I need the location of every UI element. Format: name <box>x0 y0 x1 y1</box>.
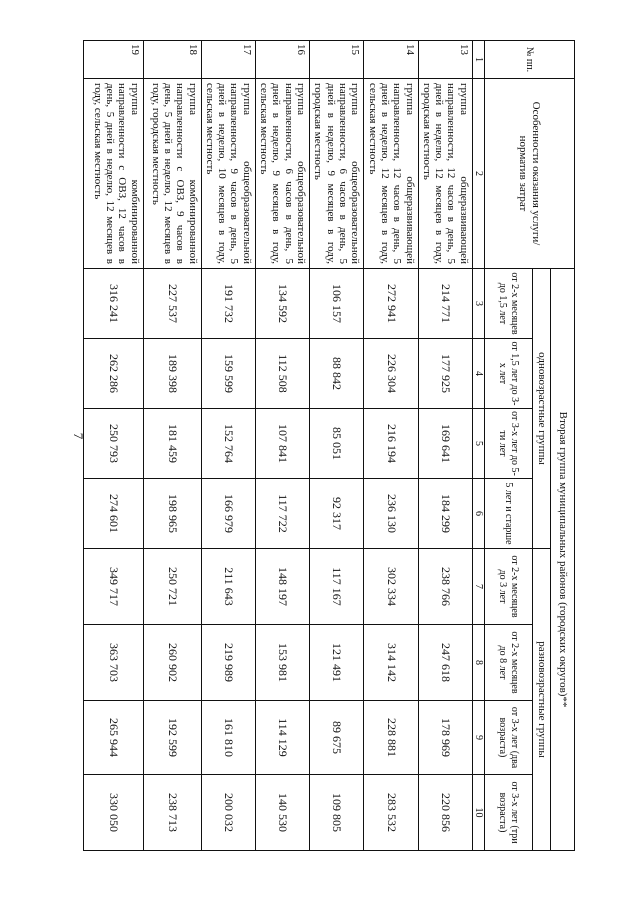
rotated-table-container <box>91 40 575 850</box>
row-number: 14 <box>364 41 418 79</box>
value-cell: 216 194 <box>364 409 418 479</box>
row-number: 17 <box>201 41 255 79</box>
row-description: группа общеразвивающей направленности, 12 часов в день, 5 дней в неделю, 12 месяцев в году, городская местность <box>418 79 472 269</box>
value-cell: 106 157 <box>310 269 364 339</box>
row-description: группа комбинированной направленности с ОВЗ, 12 часов в день, 5 дней в неделю, 12 месяцев в году, сельская местность <box>83 79 143 269</box>
cost-norms-table <box>83 40 575 851</box>
column-number: 10 <box>472 775 484 851</box>
column-number: 4 <box>472 339 484 409</box>
header-feature: Особенности оказания услуги/норматив затрат <box>485 79 575 269</box>
value-cell: 153 981 <box>255 625 309 701</box>
row-number: 16 <box>255 41 309 79</box>
row-description: группа общеобразовательной направленности, 6 часов в день, 5 дней в неделю, 9 месяцев в году, городская местность <box>310 79 364 269</box>
header-col: от 3-х лет (два возраста) <box>485 701 533 775</box>
table-row <box>364 41 418 851</box>
value-cell: 274 601 <box>83 479 143 549</box>
value-cell: 211 643 <box>201 549 255 625</box>
value-cell: 236 130 <box>364 479 418 549</box>
row-description: группа общеразвивающей направленности, 12 часов в день, 5 дней в неделю, 12 месяцев в году, сельская местность <box>364 79 418 269</box>
value-cell: 260 902 <box>143 625 201 701</box>
value-cell: 349 717 <box>83 549 143 625</box>
row-number: 19 <box>83 41 143 79</box>
value-cell: 88 842 <box>310 339 364 409</box>
value-cell: 238 713 <box>143 775 201 851</box>
column-number: 2 <box>472 79 484 269</box>
value-cell: 250 793 <box>83 409 143 479</box>
value-cell: 152 764 <box>201 409 255 479</box>
column-number: 5 <box>472 409 484 479</box>
header-col: от 3-х лет до 5-ти лет <box>485 409 533 479</box>
column-number: 7 <box>472 549 484 625</box>
header-single-age: одновозрастные группы <box>533 269 551 549</box>
value-cell: 177 925 <box>418 339 472 409</box>
value-cell: 184 299 <box>418 479 472 549</box>
header-multi-age: разновозрастные группы <box>533 549 551 851</box>
value-cell: 198 965 <box>143 479 201 549</box>
value-cell: 238 766 <box>418 549 472 625</box>
value-cell: 316 241 <box>83 269 143 339</box>
value-cell: 148 197 <box>255 549 309 625</box>
value-cell: 117 167 <box>310 549 364 625</box>
value-cell: 302 334 <box>364 549 418 625</box>
value-cell: 121 491 <box>310 625 364 701</box>
row-description: группа комбинированной направленности с ОВЗ, 9 часов в день, 5 дней в неделю, 12 месяцев в году, городская местность <box>143 79 201 269</box>
value-cell: 228 881 <box>364 701 418 775</box>
row-number: 15 <box>310 41 364 79</box>
value-cell: 227 537 <box>143 269 201 339</box>
value-cell: 314 142 <box>364 625 418 701</box>
header-col: от 2-х месяцев до 3 лет <box>485 549 533 625</box>
value-cell: 192 599 <box>143 701 201 775</box>
value-cell: 114 129 <box>255 701 309 775</box>
column-number: 1 <box>472 41 484 79</box>
column-number: 9 <box>472 701 484 775</box>
value-cell: 283 532 <box>364 775 418 851</box>
column-number: 6 <box>472 479 484 549</box>
value-cell: 262 286 <box>83 339 143 409</box>
value-cell: 330 050 <box>83 775 143 851</box>
row-description: группа общеобразовательной направленности, 6 часов в день, 5 дней в неделю, 9 месяцев в году, сельская местность <box>255 79 309 269</box>
table-row <box>83 41 143 851</box>
value-cell: 178 969 <box>418 701 472 775</box>
value-cell: 250 721 <box>143 549 201 625</box>
value-cell: 219 989 <box>201 625 255 701</box>
header-col: от 1,5 лет до 3-х лет <box>485 339 533 409</box>
table-row <box>255 41 309 851</box>
value-cell: 109 805 <box>310 775 364 851</box>
header-col: от 2-х месяцев до 1,5 лет <box>485 269 533 339</box>
table-row <box>143 41 201 851</box>
value-cell: 200 032 <box>201 775 255 851</box>
table-row <box>418 41 472 851</box>
value-cell: 272 941 <box>364 269 418 339</box>
value-cell: 191 732 <box>201 269 255 339</box>
value-cell: 107 841 <box>255 409 309 479</box>
header-col: от 3-х лет (три возраста) <box>485 775 533 851</box>
value-cell: 265 944 <box>83 701 143 775</box>
value-cell: 169 641 <box>418 409 472 479</box>
column-number: 3 <box>472 269 484 339</box>
row-number: 13 <box>418 41 472 79</box>
value-cell: 166 979 <box>201 479 255 549</box>
header-number: № пп. <box>485 41 575 79</box>
value-cell: 92 317 <box>310 479 364 549</box>
value-cell: 220 856 <box>418 775 472 851</box>
value-cell: 181 459 <box>143 409 201 479</box>
header-col: 5 лет и старше <box>485 479 533 549</box>
value-cell: 89 675 <box>310 701 364 775</box>
value-cell: 159 599 <box>201 339 255 409</box>
table-row <box>201 41 255 851</box>
value-cell: 117 722 <box>255 479 309 549</box>
header-col: от 2-х месяцев до 8 лет <box>485 625 533 701</box>
value-cell: 226 304 <box>364 339 418 409</box>
row-number: 18 <box>143 41 201 79</box>
value-cell: 112 508 <box>255 339 309 409</box>
page-number: 7 <box>71 432 86 440</box>
value-cell: 247 618 <box>418 625 472 701</box>
value-cell: 140 530 <box>255 775 309 851</box>
value-cell: 161 810 <box>201 701 255 775</box>
row-description: группа общеобразовательной направленности, 9 часов в день, 5 дней в неделю, 10 месяцев в году, сельская местность <box>201 79 255 269</box>
value-cell: 134 592 <box>255 269 309 339</box>
column-number: 8 <box>472 625 484 701</box>
value-cell: 214 771 <box>418 269 472 339</box>
value-cell: 85 051 <box>310 409 364 479</box>
table-row <box>310 41 364 851</box>
header-group-title: Вторая группа муниципальных районов (городских округов)** <box>551 269 575 851</box>
value-cell: 363 703 <box>83 625 143 701</box>
value-cell: 189 398 <box>143 339 201 409</box>
